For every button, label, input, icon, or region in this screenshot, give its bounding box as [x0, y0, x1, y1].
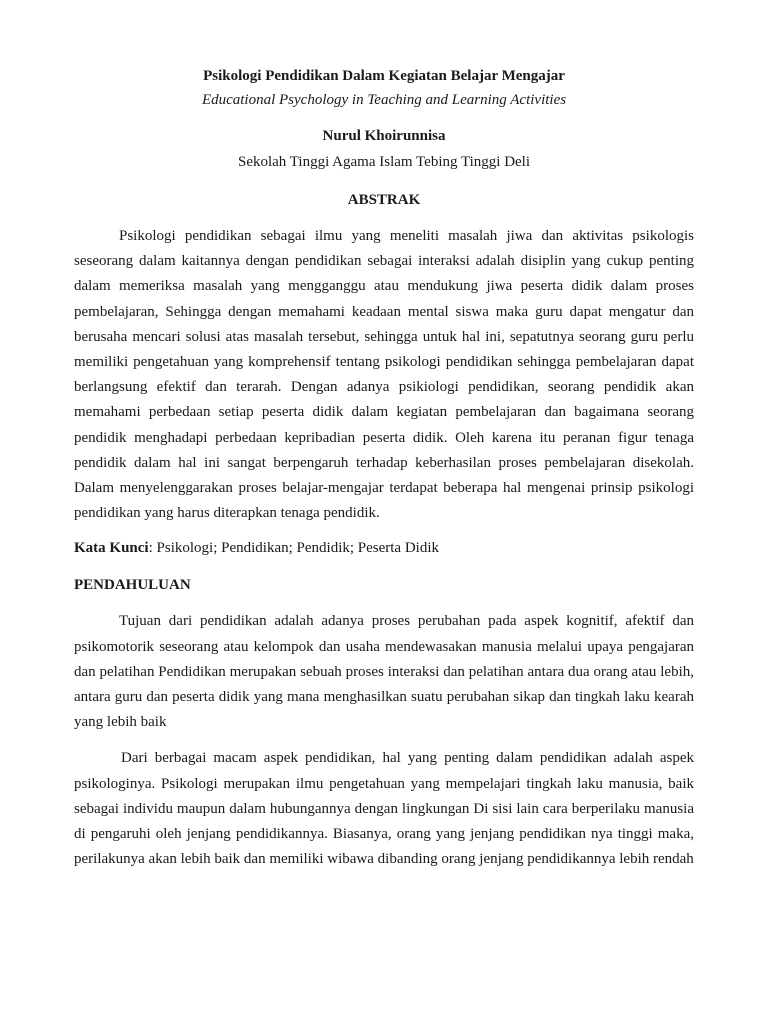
paper-title: Psikologi Pendidikan Dalam Kegiatan Belajar Mengajar [203, 68, 565, 84]
keywords-line [74, 538, 694, 558]
intro-paragraph-1: Tujuan dari pendidikan adalah adanya proses perubahan pada aspek kognitif, afektif dan psikomotorik seseorang atau kelompok dan usaha mendewasakan manusia melalui upaya pengajaran dan pelatihan Pendidikan merupakan sebuah proses interaksi dan pelatihan antara dua orang atau lebih, antara guru dan peserta didik yang mana menghasilkan suatu perubahan sikap dan tingkah laku kearah yang lebih baik [74, 613, 694, 731]
paper-subtitle: Educational Psychology in Teaching and Learning Activities [201, 92, 567, 108]
author-name: Nurul Khoirunnisa [322, 128, 446, 144]
keywords-text: : Psikologi; Pendidikan; Pendidik; Peserta Didik [148, 540, 440, 557]
document-page [74, 66, 694, 872]
abstract-body: Psikologi pendidikan sebagai ilmu yang meneliti masalah jiwa dan aktivitas psikologis seseorang dalam kaitannya dengan pendidikan sebagai interaksi adalah disiplin yang cukup penting dalam memeriksa masalah yang mengganggu atau mendukung jiwa peserta didik dalam proses pembelajaran, Sehingga dengan memahami keadaan mental siswa maka guru dapat mengatur dan berusaha mencari solusi atas masalah tersebut, sehingga untuk hal ini, sepatutnya seorang guru perlu memiliki pengetahuan yang komprehensif tentang psikologi pendidikan sehingga pembelajaran dapat berlangsung efektif dan terarah. Dengan adanya psikiologi pendidikan, seorang pendidik akan memahami perbedaan setiap peserta didik dalam kegiatan pembelajaran dan bagaimana seorang pendidik menghadapi perbedaan kepribadian peserta didik. Oleh karena itu peranan figur tenaga pendidik dalam hal ini sangat berpengaruh terhadap keberhasilan proses pembelajaran disekolah. Dalam menyelenggarakan proses belajar-mengajar terdapat beberapa hal mengenai prinsip psikologi pendidikan yang harus diterapkan tenaga pendidik. [74, 228, 694, 522]
keywords-label: Kata Kunci [74, 540, 149, 557]
abstract-heading: ABSTRAK [347, 192, 421, 208]
author-affiliation: Sekolah Tinggi Agama Islam Tebing Tinggi Deli [237, 154, 531, 170]
intro-paragraph-2: Dari berbagai macam aspek pendidikan, hal yang penting dalam pendidikan adalah aspek psikologinya. Psikologi merupakan ilmu pengetahuan yang mempelajari tingkah laku manusia, baik sebagai individu maupun dalam hubungannya dengan lingkungan Di sisi lain cara berperilaku manusia di pengaruhi oleh jenjang pendidikannya. Biasanya, orang yang jenjang pendidikan nya tinggi maka, perilakunya akan lebih baik dan memiliki wibawa dibanding orang jenjang pendidikannya lebih rendah [74, 750, 694, 868]
section-heading-pendahuluan: PENDAHULUAN [74, 577, 191, 594]
